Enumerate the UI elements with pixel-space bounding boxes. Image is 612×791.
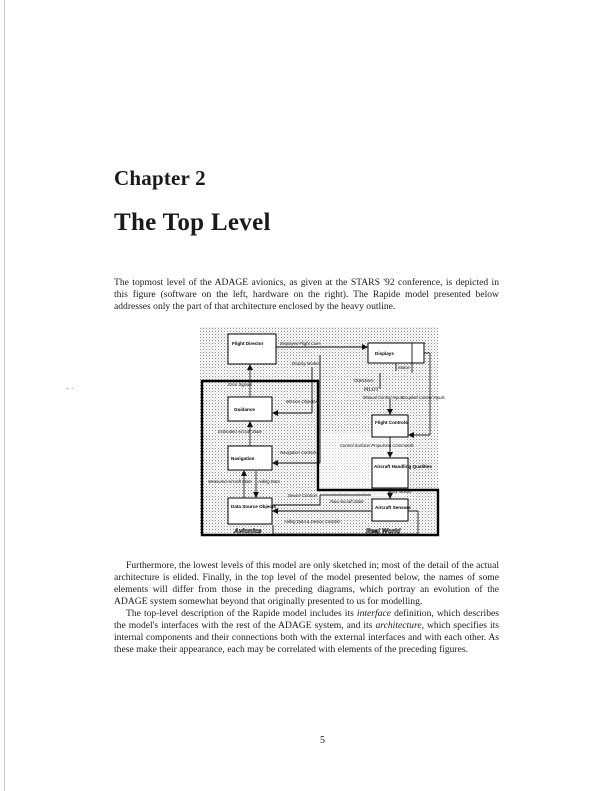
flight-director-label: Flight Director	[232, 341, 264, 346]
intro-paragraph	[114, 277, 499, 313]
aircraft-handling-qualities-label: Aircraft Handling Qualities	[374, 464, 432, 469]
flight-director-box	[228, 334, 276, 364]
navigation-controls-label: Navigation Controls	[280, 450, 317, 455]
flight-controls-label: Flight Controls	[375, 420, 408, 425]
error-signals-label: Error Signals	[228, 382, 253, 387]
displays-label: Displays	[375, 351, 394, 356]
adage-architecture-figure	[200, 325, 445, 540]
pilot-label: PILOT	[364, 387, 379, 393]
coupled-control-inputs-label: Coupled Control Inputs	[402, 395, 445, 400]
interface-term: interface	[356, 608, 392, 619]
aiding-data-device-controls-label: Aiding Data & Device Controls	[284, 519, 341, 524]
scan-edge-line	[4, 0, 5, 791]
body-text	[114, 560, 499, 656]
flight-controls-box	[372, 415, 408, 437]
control-surface-propulsion-label: Control Surface/ Propulsion Commands	[340, 443, 414, 448]
p2-text-a: The top-level description of the Rapide model includes its	[126, 608, 357, 619]
body-paragraph-1: Furthermore, the lowest levels of this model are only sketched in; most of the detail of the actual architecture is elided. Finally, in the top level of the model presented below, the names of some elements will differ from those in the preceding diagrams, which portray an evolution of the ADAGE system somewhat beyond that originally presented to us for modelling.	[114, 560, 499, 607]
estimated-aircraft-state-label: Estimated Aircraft State	[218, 429, 262, 434]
raw-aircraft-state-label: Raw Aircraft State	[330, 499, 364, 504]
display-modes-label: Display Modes	[292, 361, 320, 366]
measured-aircraft-state-label: Measured Aircraft State	[208, 479, 252, 484]
avionics-label: Avionics	[234, 528, 262, 535]
manual-control-inputs-label: Manual Control Inputs	[363, 395, 404, 400]
chapter-label: Chapter 2	[114, 166, 206, 190]
p2-text-b: definition, which describes the model's interfaces with the rest of the ADAGE system, and its	[114, 608, 499, 631]
device-controls-label: Device Controls	[288, 493, 318, 498]
objectives-label: Objectives	[354, 378, 374, 383]
guidance-label: Guidance	[234, 407, 255, 412]
aircraft-sensors-box	[372, 499, 408, 521]
body-motion-label: Body Motion	[388, 489, 412, 494]
body-paragraph-2	[114, 608, 499, 656]
navigation-label: Navigation	[231, 456, 255, 461]
intro-text: The topmost level of the ADAGE avionics, as given at the STARS '92 conference, is depicted in this figure (software on the left, hardware on the right). The Rapide model presented below addresses only the part of that architecture enclosed by the heavy outline.	[114, 277, 499, 312]
aiding-data-label: Aiding Data	[258, 479, 280, 484]
data-source-objects-box	[228, 498, 272, 524]
displayed-flight-cues-label: Displayed Flight Cues	[280, 341, 321, 346]
real-world-label: Real World	[366, 528, 401, 535]
status-label: Status	[398, 365, 410, 370]
aircraft-sensors-label: Aircraft Sensors	[375, 505, 411, 510]
p2-text-c: , which specifies its internal components and their connections both with the external interfaces and with each other. As these make their appearance, each may be correlated with elements of the preceding figures.	[114, 620, 500, 655]
data-source-objects-label: Data Source Objects	[231, 504, 276, 509]
mission-objective-label: Mission Objective	[286, 399, 319, 404]
architecture-term: architecture	[375, 620, 422, 631]
aircraft-handling-qualities-box	[372, 458, 408, 488]
scan-mark: - ·	[66, 384, 74, 393]
chapter-title: The Top Level	[114, 209, 271, 236]
page-number: 5	[320, 735, 325, 746]
